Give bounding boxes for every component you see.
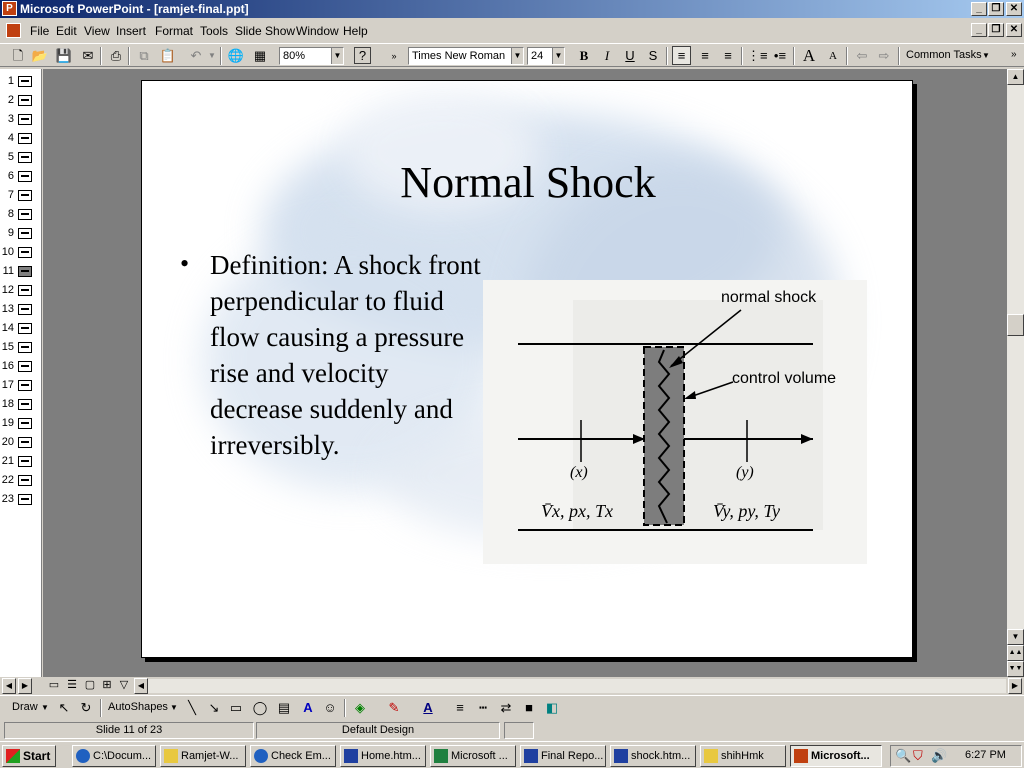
taskbar-item-active[interactable] xyxy=(790,745,882,767)
slide-list-item[interactable] xyxy=(0,376,42,395)
slide-position-status: Slide 11 of 23 xyxy=(4,722,254,739)
normal-shock-figure[interactable] xyxy=(483,280,867,564)
paste-icon[interactable]: 📋 xyxy=(159,48,177,63)
slide-icon xyxy=(18,456,32,467)
slide-number: 6 xyxy=(7,170,14,182)
undo-dropdown-icon[interactable]: ▼ xyxy=(208,51,216,60)
slide-number: 21 xyxy=(1,455,14,467)
slide-number: 8 xyxy=(7,208,14,220)
undo-icon[interactable]: ↶ xyxy=(190,48,202,63)
slide-title[interactable]: Normal Shock xyxy=(400,158,656,207)
align-center-icon[interactable]: ≡ xyxy=(701,48,709,63)
copy-icon[interactable]: ⧉ xyxy=(139,48,149,63)
arrow-style-icon[interactable]: ⇄ xyxy=(500,700,512,715)
document-icon[interactable] xyxy=(6,23,21,38)
window-title: Microsoft PowerPoint - [ramjet-final.ppt] xyxy=(20,2,249,16)
start-button[interactable] xyxy=(2,745,56,767)
draw-menu[interactable]: Draw xyxy=(12,701,38,713)
demote-icon[interactable]: ⇨ xyxy=(878,48,890,63)
word-icon xyxy=(344,749,358,763)
scroll-thumb[interactable] xyxy=(1007,314,1024,336)
slide-show-icon[interactable]: ▽ xyxy=(119,679,129,691)
slide-number: 2 xyxy=(7,94,14,106)
slide-icon xyxy=(18,323,32,334)
chevron-down-icon: ▼ xyxy=(552,48,564,64)
system-tray xyxy=(890,745,1022,767)
menu-help[interactable]: Help xyxy=(343,24,368,38)
slide-number: 17 xyxy=(1,379,14,391)
slide-number: 16 xyxy=(1,360,14,372)
menu-insert[interactable]: Insert xyxy=(116,24,147,38)
slide-number: 15 xyxy=(1,341,14,353)
slide-list-item[interactable] xyxy=(0,471,42,490)
line-style-icon[interactable]: ≡ xyxy=(456,700,464,715)
scroll-left-icon[interactable]: ◀ xyxy=(2,678,16,694)
slide-list-item[interactable] xyxy=(0,319,42,338)
slide-icon xyxy=(18,76,32,87)
doc-restore-button[interactable]: ❐ xyxy=(988,23,1004,37)
taskbar-item[interactable] xyxy=(520,745,606,767)
zoom-value: 80% xyxy=(283,50,306,62)
slide-number: 20 xyxy=(1,436,14,448)
font-size-value: 24 xyxy=(531,50,544,62)
underline-button[interactable]: U xyxy=(625,48,635,63)
doc-minimize-button[interactable]: _ xyxy=(971,23,987,37)
slide-icon xyxy=(18,399,32,410)
slide-list-item[interactable] xyxy=(0,300,42,319)
taskbar-item[interactable] xyxy=(610,745,696,767)
normal-shock-label: normal shock xyxy=(721,289,817,306)
slide-list-item[interactable] xyxy=(0,262,42,281)
start-label: Start xyxy=(23,749,51,763)
slide-number: 13 xyxy=(1,303,14,315)
slide-list-item[interactable] xyxy=(0,72,42,91)
slide-icon xyxy=(18,247,32,258)
more-buttons-icon[interactable]: » xyxy=(1011,49,1017,60)
folder-icon xyxy=(164,749,178,763)
scroll-down-icon[interactable]: ▼ xyxy=(1007,629,1024,645)
slide-icon xyxy=(18,133,32,144)
slide-icon xyxy=(18,152,32,163)
align-right-icon[interactable]: ≡ xyxy=(724,48,732,63)
new-icon[interactable]: 🗋 xyxy=(12,48,24,63)
slide-number: 10 xyxy=(1,246,14,258)
magnifier-tray-icon[interactable]: 🔍 xyxy=(895,748,912,763)
menu-tools[interactable]: Tools xyxy=(200,24,229,38)
slide-number: 4 xyxy=(7,132,14,144)
slide-number: 19 xyxy=(1,417,14,429)
excel-icon xyxy=(434,749,448,763)
font-name-select[interactable] xyxy=(408,47,524,65)
chevron-down-icon: ▼ xyxy=(41,703,49,712)
word-icon xyxy=(524,749,538,763)
slide-number: 12 xyxy=(1,284,14,296)
drawing-toolbar xyxy=(0,695,1024,719)
slide-list-item[interactable] xyxy=(0,452,42,471)
toolbar-separator xyxy=(220,47,222,65)
arrow-icon[interactable]: ↘ xyxy=(208,700,220,715)
slide-number: 23 xyxy=(1,493,14,505)
doc-close-button[interactable]: ✕ xyxy=(1006,23,1022,37)
previous-slide-icon[interactable]: ▲▲ xyxy=(1007,645,1024,661)
chevron-down-icon: ▼ xyxy=(170,703,178,712)
numbering-icon[interactable]: ⋮≡ xyxy=(747,48,768,63)
oval-icon[interactable]: ◯ xyxy=(252,700,268,715)
outline-view-icon[interactable]: ☰ xyxy=(67,679,77,691)
slide-icon xyxy=(18,190,32,201)
scroll-right-icon[interactable]: ▶ xyxy=(1008,678,1022,694)
slide-sorter-icon[interactable]: ⊞ xyxy=(102,679,112,691)
taskbar xyxy=(0,741,1024,768)
slide-list-item[interactable] xyxy=(0,148,42,167)
vertical-scrollbar[interactable] xyxy=(1007,69,1024,677)
title-bar xyxy=(0,0,1024,18)
slide-icon xyxy=(18,266,32,277)
autoshapes-menu[interactable]: AutoShapes xyxy=(108,701,168,713)
more-buttons-icon[interactable]: » xyxy=(391,51,397,61)
bullets-icon[interactable]: •≡ xyxy=(773,48,787,63)
taskbar-item-label: Final Repo... xyxy=(541,750,604,762)
slide-number: 11 xyxy=(2,265,14,277)
shadow-button[interactable]: S xyxy=(648,48,658,63)
toolbar-separator xyxy=(128,47,130,65)
slide-list-item[interactable] xyxy=(0,205,42,224)
scroll-up-icon[interactable]: ▲ xyxy=(1007,69,1024,85)
toolbar-separator xyxy=(898,47,900,65)
font-name-value: Times New Roman xyxy=(412,50,506,62)
font-size-select[interactable] xyxy=(527,47,565,65)
slide-body-text[interactable]: Definition: A shock front perpendicular to fluid flow causing a pressure rise and velocity decrease suddenly and irreversibly. xyxy=(210,250,481,460)
normal-view-icon[interactable]: ▭ xyxy=(48,679,60,691)
slide-list-item[interactable] xyxy=(0,490,42,509)
slide-number: 3 xyxy=(7,113,14,125)
view-bar xyxy=(0,677,1024,694)
slide-view-icon[interactable]: ▢ xyxy=(84,679,96,691)
slide-icon xyxy=(18,304,32,315)
folder-icon xyxy=(704,749,718,763)
internet-explorer-icon xyxy=(76,749,90,763)
status-bar xyxy=(0,720,1024,740)
menu-format[interactable]: Format xyxy=(155,24,194,38)
slide-list-item[interactable] xyxy=(0,357,42,376)
slide-list-item[interactable] xyxy=(0,395,42,414)
menu-edit[interactable]: Edit xyxy=(56,24,77,38)
free-rotate-icon[interactable]: ↻ xyxy=(80,700,92,715)
taskbar-item[interactable] xyxy=(700,745,786,767)
antivirus-tray-icon[interactable]: ⛉ xyxy=(913,748,923,763)
slide-list-item[interactable] xyxy=(0,110,42,129)
slide-number: 7 xyxy=(7,189,14,201)
slide-number: 5 xyxy=(7,151,14,163)
promote-icon[interactable]: ⇦ xyxy=(856,48,868,63)
slide-list-item[interactable] xyxy=(0,224,42,243)
word-icon xyxy=(614,749,628,763)
align-left-icon[interactable]: ≡ xyxy=(672,46,691,65)
zoom-select[interactable] xyxy=(279,47,344,65)
powerpoint-icon xyxy=(794,749,808,763)
bold-button[interactable]: B xyxy=(579,48,589,63)
slide-number: 22 xyxy=(1,474,14,486)
wordart-icon[interactable]: A xyxy=(303,700,313,715)
help-icon[interactable]: ? xyxy=(354,47,371,64)
toolbar-separator xyxy=(846,47,848,65)
fill-color-icon[interactable]: ◈ xyxy=(355,700,365,715)
rectangle-icon[interactable]: ▭ xyxy=(229,700,243,715)
toolbar-separator xyxy=(100,47,102,65)
control-volume-label: control volume xyxy=(732,370,837,387)
taskbar-item-label: Check Em... xyxy=(271,750,331,762)
taskbar-item[interactable] xyxy=(250,745,336,767)
taskbar-item[interactable] xyxy=(430,745,516,767)
insert-table-icon[interactable]: ▦ xyxy=(253,48,267,63)
taskbar-item[interactable] xyxy=(72,745,156,767)
windows-logo-icon xyxy=(6,749,20,763)
minimize-button[interactable]: _ xyxy=(971,2,987,16)
volume-tray-icon[interactable]: 🔊 xyxy=(931,748,948,763)
slide-list-item[interactable] xyxy=(0,281,42,300)
next-slide-icon[interactable]: ▼▼ xyxy=(1007,661,1024,677)
taskbar-item-label: C:\Docum... xyxy=(93,750,152,762)
scroll-left-icon[interactable]: ◀ xyxy=(134,678,148,694)
slide-icon xyxy=(18,228,32,239)
outline-pane xyxy=(0,69,42,677)
slide-number: 1 xyxy=(7,75,14,87)
scroll-right-icon[interactable]: ▶ xyxy=(18,678,32,694)
decrease-font-size-icon[interactable]: A xyxy=(829,50,837,62)
chevron-down-icon: ▼ xyxy=(982,51,990,60)
menu-window[interactable]: Window xyxy=(296,24,339,38)
slide-icon xyxy=(18,361,32,372)
taskbar-item-label: Microsoft ... xyxy=(451,750,508,762)
chevron-down-icon: ▼ xyxy=(331,48,343,64)
slide-icon xyxy=(18,494,32,505)
slide-icon xyxy=(18,342,32,353)
increase-font-size-icon[interactable]: A xyxy=(802,46,816,65)
menu-file[interactable]: File xyxy=(30,24,50,38)
line-color-icon[interactable]: ✎ xyxy=(388,700,400,715)
internet-explorer-icon xyxy=(254,749,268,763)
slide-icon xyxy=(18,418,32,429)
toolbar-separator xyxy=(741,47,743,65)
dash-style-icon[interactable]: ┅ xyxy=(479,700,487,715)
slide-icon xyxy=(18,95,32,106)
chevron-down-icon: ▼ xyxy=(511,48,523,64)
toolbar-separator xyxy=(666,47,668,65)
hyperlink-icon[interactable]: 🌐 xyxy=(227,48,245,63)
slide-number: 18 xyxy=(1,398,14,410)
3d-icon[interactable]: ◧ xyxy=(545,700,559,715)
menu-view[interactable]: View xyxy=(84,24,110,38)
slide-list-item[interactable] xyxy=(0,167,42,186)
slide-icon xyxy=(18,171,32,182)
station-y-label: (y) xyxy=(736,464,754,481)
status-panel-empty xyxy=(504,722,534,739)
menu-slide-show[interactable]: Slide Show xyxy=(235,24,296,38)
slide-icon xyxy=(18,437,32,448)
slide-list-item[interactable] xyxy=(0,243,42,262)
taskbar-item-label: shihHmk xyxy=(721,750,764,762)
restore-button[interactable]: ❐ xyxy=(988,2,1004,16)
slide-canvas[interactable] xyxy=(141,80,913,658)
insert-clipart-icon[interactable]: ☺ xyxy=(323,700,337,715)
slide-number: 14 xyxy=(1,322,14,334)
slide-icon xyxy=(18,114,32,125)
slide-icon xyxy=(18,209,32,220)
select-objects-icon[interactable]: ↖ xyxy=(58,700,70,715)
horizontal-scrollbar[interactable] xyxy=(146,679,1006,693)
taskbar-item-label: Microsoft... xyxy=(811,750,870,762)
powerpoint-app-icon[interactable]: P xyxy=(2,1,17,16)
taskbar-item-label: shock.htm... xyxy=(631,750,691,762)
slide-icon xyxy=(18,380,32,391)
toolbar-separator xyxy=(793,47,795,65)
slide-list-item[interactable] xyxy=(0,129,42,148)
save-icon[interactable]: 💾 xyxy=(55,48,73,63)
slide-number: 9 xyxy=(7,227,14,239)
toolbar xyxy=(0,43,1024,67)
toolbar-separator xyxy=(344,699,346,717)
slide-icon xyxy=(18,285,32,296)
taskbar-item[interactable] xyxy=(160,745,246,767)
slide-list-item[interactable] xyxy=(0,186,42,205)
font-color-icon[interactable]: A xyxy=(423,700,433,715)
slide-list-item[interactable] xyxy=(0,414,42,433)
common-tasks-menu[interactable]: Common Tasks xyxy=(906,49,982,61)
design-template-status: Default Design xyxy=(256,722,500,739)
line-icon[interactable]: ╲ xyxy=(188,700,196,715)
upstream-properties-label: V̄x, px, Tx xyxy=(541,501,613,521)
slide-icon xyxy=(18,475,32,486)
open-icon[interactable]: 📂 xyxy=(31,48,49,63)
text-box-icon[interactable]: ▤ xyxy=(277,700,291,715)
taskbar-item-label: Home.htm... xyxy=(361,750,421,762)
station-x-label: (x) xyxy=(570,464,588,481)
slide-list-item[interactable] xyxy=(0,433,42,452)
bullet-point: • xyxy=(180,249,190,278)
print-icon[interactable]: ⎙ xyxy=(110,48,122,63)
taskbar-item-label: Ramjet-W... xyxy=(181,750,239,762)
email-icon[interactable]: ✉ xyxy=(82,48,94,63)
close-button[interactable]: ✕ xyxy=(1006,2,1022,16)
clock: 6:27 PM xyxy=(965,749,1006,761)
menu-bar xyxy=(0,20,1024,42)
downstream-properties-label: V̄y, py, Ty xyxy=(713,501,780,521)
slide-list-item[interactable] xyxy=(0,338,42,357)
toolbar-separator xyxy=(100,699,102,717)
slide-list-item[interactable] xyxy=(0,91,42,110)
shadow-icon[interactable]: ■ xyxy=(525,700,533,715)
italic-button[interactable]: I xyxy=(604,48,610,63)
taskbar-item[interactable] xyxy=(340,745,426,767)
